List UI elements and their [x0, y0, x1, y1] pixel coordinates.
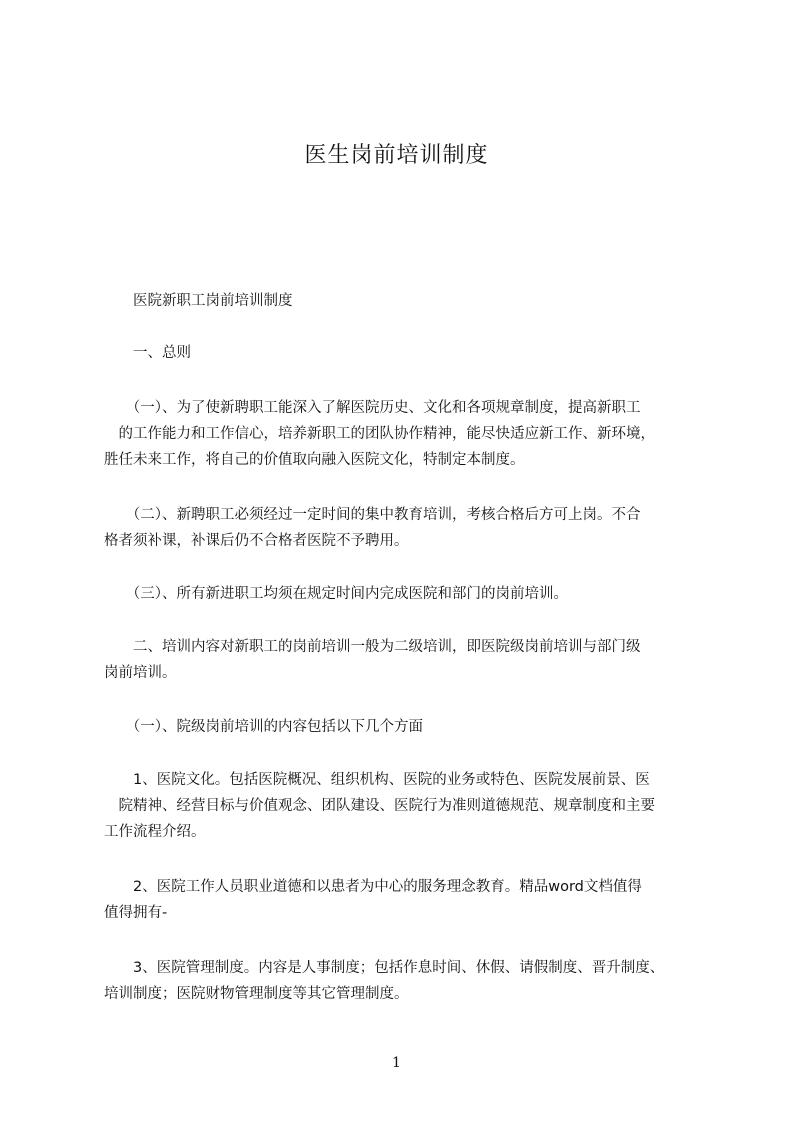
- paragraph-line: 医院新职工岗前培训制度: [104, 293, 293, 309]
- paragraph-1-2: [104, 502, 729, 554]
- paragraph-1-3: [104, 581, 729, 607]
- document-title: 医生岗前培训制度: [304, 143, 489, 168]
- paragraph-line: 岗前培训。: [104, 665, 177, 681]
- paragraph-item-1: [104, 767, 729, 845]
- paragraph-line: 值得拥有-: [104, 905, 168, 921]
- paragraph-line: （一）、院级岗前培训的内容包括以下几个方面: [104, 719, 423, 735]
- paragraph-subtitle: [104, 288, 729, 314]
- paragraph-line: 3、医院管理制度。内容是人事制度；包括作息时间、休假、请假制度、晋升制度、: [104, 960, 665, 976]
- paragraph-1-1: [104, 395, 729, 473]
- paragraph-line: 工作流程介绍。: [104, 824, 206, 840]
- paragraph-line: 胜任未来工作，将自己的价值取向融入医院文化，特制定本制度。: [104, 452, 525, 468]
- paragraph-section-2: [104, 634, 729, 686]
- paragraph-line: 院精神、经营目标与价值观念、团队建设、医院行为准则道德规范、规章制度和主要: [104, 798, 655, 814]
- paragraph-line: （一）、为了使新聘职工能深入了解医院历史、文化和各项规章制度，提高新职工: [104, 400, 641, 416]
- paragraph-item-2: [104, 874, 729, 926]
- paragraph-line: 一、总则: [104, 345, 191, 361]
- page-number: 1: [392, 1055, 401, 1071]
- paragraph-section-1-heading: [104, 340, 729, 366]
- paragraph-line: 的工作能力和工作信心，培养新职工的团队协作精神，能尽快适应新工作、新环境，: [104, 426, 655, 442]
- paragraph-2-1-heading: [104, 714, 729, 740]
- paragraph-line: 格者须补课，补课后仍不合格者医院不予聘用。: [104, 533, 409, 549]
- paragraph-line: 1、医院文化。包括医院概况、组织机构、医院的业务或特色、医院发展前景、医: [104, 772, 650, 788]
- paragraph-item-3: [104, 955, 729, 1007]
- paragraph-line: （二）、新聘职工必须经过一定时间的集中教育培训，考核合格后方可上岗。不合: [104, 507, 641, 523]
- paragraph-line: （三）、所有新进职工均须在规定时间内完成医院和部门的岗前培训。: [104, 586, 568, 602]
- paragraph-line: 2、医院工作人员职业道德和以患者为中心的服务理念教育。精品word文档值得: [104, 879, 642, 895]
- paragraph-line: 培训制度；医院财物管理制度等其它管理制度。: [104, 986, 409, 1002]
- paragraph-line: 二、培训内容对新职工的岗前培训一般为二级培训，即医院级岗前培训与部门级: [104, 639, 641, 655]
